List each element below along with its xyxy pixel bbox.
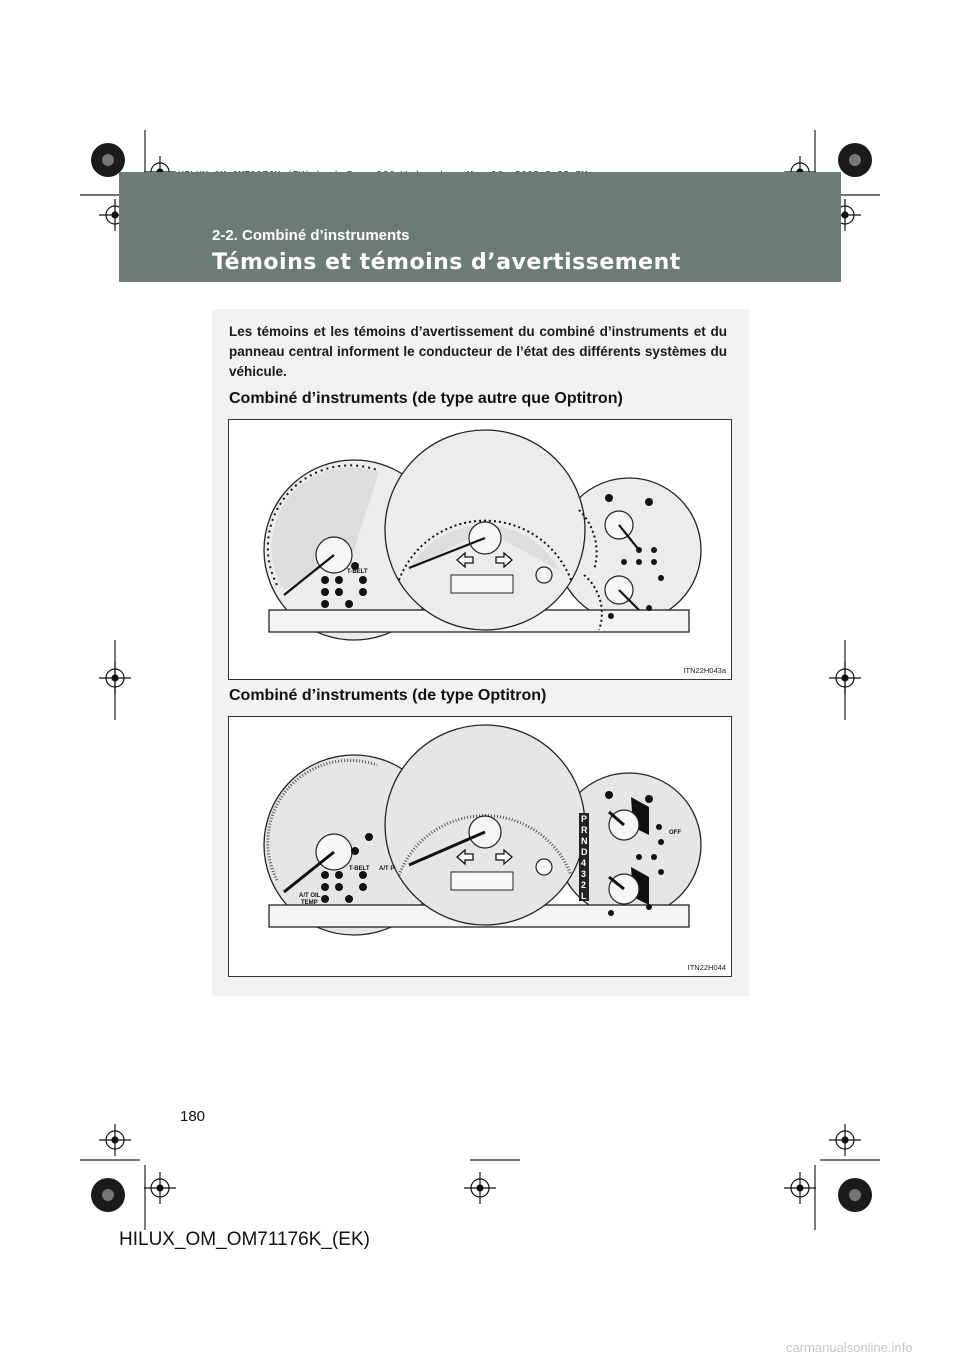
optitron-cluster-illustration [229, 717, 731, 976]
standard-cluster-illustration [229, 420, 731, 679]
tbelt-label: T-BELT [347, 569, 368, 575]
figure-1-code: ITN22H043a [683, 666, 726, 675]
at-p-label: A/T P [379, 866, 395, 872]
at-oil-label: A/T OIL [299, 893, 321, 899]
svg-text:D: D [581, 847, 588, 857]
section-label: 2-2. Combiné d’instruments [212, 227, 410, 244]
svg-text:N: N [581, 836, 588, 846]
page-number: 180 [180, 1108, 206, 1125]
figure-optitron-cluster [228, 716, 732, 977]
gear-indicator [579, 813, 589, 901]
odometer-display [451, 575, 513, 593]
svg-text:4: 4 [581, 858, 587, 868]
intro-paragraph: Les témoins et les témoins d’avertissement du combiné d’instruments et du panneau central informent le conducteur de l’état des différents systèmes du véhicule. [229, 324, 727, 379]
off-label: OFF [669, 830, 681, 836]
page-title: Témoins et témoins d’avertissement [212, 250, 681, 275]
figure-2-heading: Combiné d’instruments (de type Optitron) [229, 687, 547, 704]
site-watermark: carmanualsonline.info [786, 1340, 913, 1355]
tbelt-label: T-BELT [349, 866, 370, 872]
odometer-display [451, 872, 513, 890]
svg-text:2: 2 [581, 880, 587, 890]
figure-standard-cluster [228, 419, 732, 680]
svg-text:P: P [581, 814, 588, 824]
svg-text:L: L [581, 891, 587, 901]
figure-1-heading: Combiné d’instruments (de type autre que Optitron) [229, 390, 623, 407]
svg-text:R: R [581, 825, 588, 835]
svg-text:3: 3 [581, 869, 587, 879]
book-code: HILUX_OM_OM71176K_(EK) [119, 1229, 370, 1250]
temp-label: TEMP [301, 900, 318, 906]
figure-2-code: ITN22H044 [687, 963, 726, 972]
